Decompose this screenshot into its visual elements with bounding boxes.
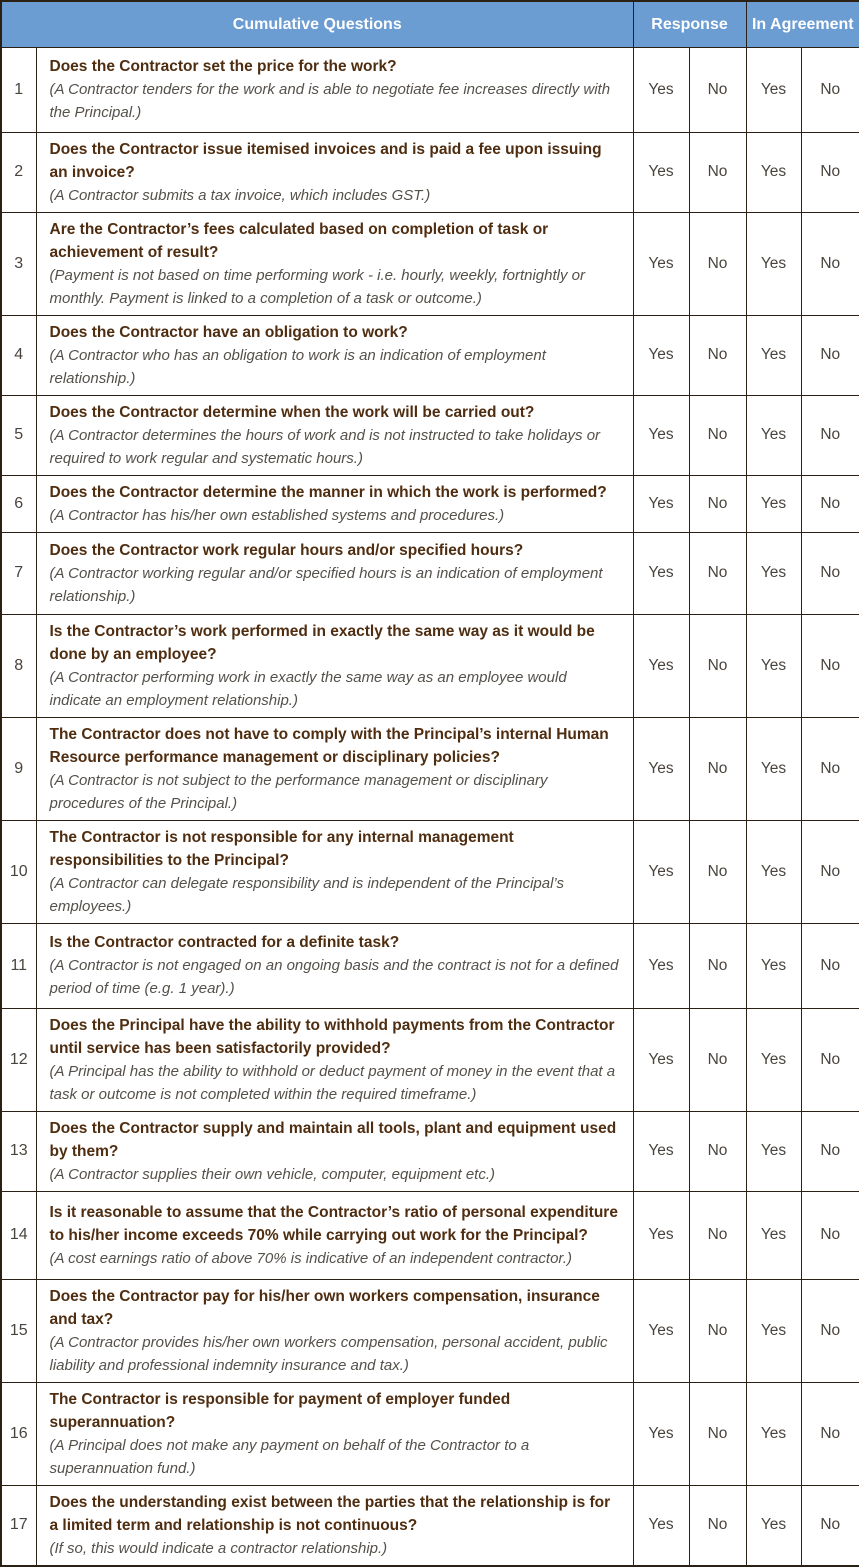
table-row — [1, 212, 859, 315]
agreement-no-option[interactable]: No — [801, 1008, 859, 1111]
question-note: (A Principal does not make any payment on behalf of the Contractor to a superannuation fund.) — [49, 1436, 530, 1477]
agreement-yes-option[interactable]: Yes — [746, 315, 801, 395]
question-text: Does the Contractor issue itemised invoices and is paid a fee upon issuing an invoice? — [49, 140, 602, 181]
table-row — [1, 47, 859, 132]
table-row — [1, 395, 859, 475]
question-note: (A Contractor provides his/her own workers compensation, personal accident, public liability and professional indemnity insurance and tax.) — [49, 1333, 608, 1374]
table-row — [1, 1382, 859, 1485]
question-text: The Contractor does not have to comply with the Principal’s internal Human Resource performance management or disciplinary policies? — [49, 725, 609, 766]
row-number: 13 — [1, 1111, 36, 1191]
header-row — [1, 1, 859, 47]
response-no-option[interactable]: No — [689, 1382, 746, 1485]
question-note: (A Contractor who has an obligation to work is an indication of employment relationship.) — [49, 346, 546, 387]
table-row — [1, 315, 859, 395]
question-note: (A Contractor is not engaged on an ongoing basis and the contract is not for a defined period of time (e.g. 1 year).) — [49, 957, 619, 997]
agreement-yes-option[interactable]: Yes — [746, 47, 801, 132]
question-text: The Contractor is not responsible for any internal management responsibilities to the Principal? — [49, 828, 514, 869]
question-cell — [36, 1008, 633, 1111]
question-note: (A Contractor determines the hours of work and is not instructed to take holidays or required to work regular and systematic hours.) — [49, 426, 601, 467]
agreement-no-option[interactable]: No — [801, 132, 859, 212]
response-yes-option[interactable]: Yes — [633, 532, 689, 614]
row-number: 5 — [1, 395, 36, 475]
table-header — [1, 1, 859, 47]
row-number: 10 — [1, 820, 36, 923]
row-number: 12 — [1, 1008, 36, 1111]
table-row — [1, 532, 859, 614]
question-cell — [36, 1191, 633, 1279]
response-yes-option[interactable]: Yes — [633, 315, 689, 395]
question-text: The Contractor is responsible for payment of employer funded superannuation? — [49, 1390, 511, 1431]
question-text: Does the Contractor pay for his/her own workers compensation, insurance and tax? — [49, 1287, 600, 1328]
response-no-option[interactable]: No — [689, 532, 746, 614]
agreement-yes-option[interactable]: Yes — [746, 1279, 801, 1382]
response-no-option[interactable]: No — [689, 475, 746, 532]
question-note: (A Principal has the ability to withhold or deduct payment of money in the event that a task or outcome is not completed within the required timeframe.) — [49, 1062, 616, 1103]
question-cell — [36, 132, 633, 212]
response-yes-option[interactable]: Yes — [633, 212, 689, 315]
table-row — [1, 717, 859, 820]
row-number: 3 — [1, 212, 36, 315]
header-cumulative-questions: Cumulative Questions — [1, 1, 633, 47]
row-number: 9 — [1, 717, 36, 820]
row-number: 1 — [1, 47, 36, 132]
agreement-yes-option[interactable]: Yes — [746, 717, 801, 820]
question-note: (A Contractor performing work in exactly the same way as an employee would indicate an employment relationship.) — [49, 668, 567, 709]
response-yes-option[interactable]: Yes — [633, 923, 689, 1008]
table-row — [1, 820, 859, 923]
row-number: 17 — [1, 1485, 36, 1566]
agreement-no-option[interactable]: No — [801, 1111, 859, 1191]
question-cell — [36, 923, 633, 1008]
agreement-yes-option[interactable]: Yes — [746, 614, 801, 717]
question-cell — [36, 614, 633, 717]
question-note: (If so, this would indicate a contractor relationship.) — [49, 1539, 388, 1557]
header-in-agreement: In Agreement — [746, 1, 859, 47]
question-cell — [36, 475, 633, 532]
agreement-yes-option[interactable]: Yes — [746, 923, 801, 1008]
response-no-option[interactable]: No — [689, 1191, 746, 1279]
agreement-no-option[interactable]: No — [801, 475, 859, 532]
response-yes-option[interactable]: Yes — [633, 614, 689, 717]
agreement-no-option[interactable]: No — [801, 923, 859, 1008]
table-row — [1, 475, 859, 532]
question-cell — [36, 1111, 633, 1191]
agreement-no-option[interactable]: No — [801, 1382, 859, 1485]
question-note: (A Contractor is not subject to the performance management or disciplinary procedures of the Principal.) — [49, 771, 548, 812]
table-row — [1, 923, 859, 1008]
agreement-yes-option[interactable]: Yes — [746, 820, 801, 923]
question-note: (A Contractor working regular and/or specified hours is an indication of employment relationship.) — [49, 564, 603, 605]
agreement-yes-option[interactable]: Yes — [746, 132, 801, 212]
agreement-yes-option[interactable]: Yes — [746, 1008, 801, 1111]
agreement-yes-option[interactable]: Yes — [746, 1111, 801, 1191]
question-note: (A Contractor supplies their own vehicle, computer, equipment etc.) — [49, 1165, 495, 1183]
row-number: 7 — [1, 532, 36, 614]
agreement-no-option[interactable]: No — [801, 717, 859, 820]
agreement-yes-option[interactable]: Yes — [746, 1485, 801, 1566]
question-cell — [36, 1382, 633, 1485]
agreement-no-option[interactable]: No — [801, 532, 859, 614]
question-note: (A cost earnings ratio of above 70% is indicative of an independent contractor.) — [49, 1249, 573, 1267]
table-row — [1, 1008, 859, 1111]
response-yes-option[interactable]: Yes — [633, 475, 689, 532]
response-yes-option[interactable]: Yes — [633, 1382, 689, 1485]
response-yes-option[interactable]: Yes — [633, 1485, 689, 1566]
question-cell — [36, 1279, 633, 1382]
agreement-yes-option[interactable]: Yes — [746, 532, 801, 614]
question-cell — [36, 395, 633, 475]
agreement-yes-option[interactable]: Yes — [746, 395, 801, 475]
question-text: Does the understanding exist between the parties that the relationship is for a limited term and relationship is not continuous? — [49, 1493, 611, 1534]
response-no-option[interactable]: No — [689, 614, 746, 717]
question-cell — [36, 532, 633, 614]
response-no-option[interactable]: No — [689, 1008, 746, 1111]
question-note: (A Contractor tenders for the work and is able to negotiate fee increases directly with the Principal.) — [49, 81, 611, 121]
response-yes-option[interactable]: Yes — [633, 717, 689, 820]
response-yes-option[interactable]: Yes — [633, 47, 689, 132]
agreement-no-option[interactable]: No — [801, 47, 859, 132]
question-cell — [36, 47, 633, 132]
agreement-no-option[interactable]: No — [801, 1279, 859, 1382]
response-no-option[interactable]: No — [689, 132, 746, 212]
question-cell — [36, 820, 633, 923]
row-number: 8 — [1, 614, 36, 717]
table-row — [1, 132, 859, 212]
question-text: Does the Contractor determine when the work will be carried out? — [49, 403, 535, 421]
response-no-option[interactable]: No — [689, 820, 746, 923]
response-no-option[interactable]: No — [689, 212, 746, 315]
agreement-yes-option[interactable]: Yes — [746, 475, 801, 532]
question-text: Does the Contractor supply and maintain all tools, plant and equipment used by them? — [49, 1119, 617, 1160]
response-no-option[interactable]: No — [689, 1279, 746, 1382]
response-yes-option[interactable]: Yes — [633, 1279, 689, 1382]
agreement-no-option[interactable]: No — [801, 820, 859, 923]
question-text: Does the Contractor have an obligation to work? — [49, 323, 408, 341]
table-row — [1, 1111, 859, 1191]
question-text: Does the Contractor set the price for the work? — [49, 58, 397, 75]
response-yes-option[interactable]: Yes — [633, 1191, 689, 1279]
response-no-option[interactable]: No — [689, 395, 746, 475]
agreement-no-option[interactable]: No — [801, 212, 859, 315]
agreement-yes-option[interactable]: Yes — [746, 212, 801, 315]
question-note: (A Contractor submits a tax invoice, which includes GST.) — [49, 186, 431, 204]
question-text: Does the Principal have the ability to withhold payments from the Contractor until service has been satisfactorily provided? — [49, 1016, 615, 1057]
response-no-option[interactable]: No — [689, 47, 746, 132]
question-text: Does the Contractor work regular hours and/or specified hours? — [49, 541, 524, 559]
response-no-option[interactable]: No — [689, 1111, 746, 1191]
response-no-option[interactable]: No — [689, 315, 746, 395]
question-cell — [36, 717, 633, 820]
question-text: Is the Contractor contracted for a definite task? — [49, 934, 400, 951]
agreement-yes-option[interactable]: Yes — [746, 1382, 801, 1485]
question-note: (Payment is not based on time performing work - i.e. hourly, weekly, fortnightly or monthly. Payment is linked to a completion of a task or outcome.) — [49, 266, 585, 307]
row-number: 6 — [1, 475, 36, 532]
row-number: 14 — [1, 1191, 36, 1279]
agreement-no-option[interactable]: No — [801, 614, 859, 717]
response-yes-option[interactable]: Yes — [633, 820, 689, 923]
row-number: 16 — [1, 1382, 36, 1485]
table-row — [1, 1279, 859, 1382]
question-cell — [36, 1485, 633, 1566]
agreement-no-option[interactable]: No — [801, 1191, 859, 1279]
row-number: 4 — [1, 315, 36, 395]
row-number: 2 — [1, 132, 36, 212]
response-yes-option[interactable]: Yes — [633, 395, 689, 475]
response-yes-option[interactable]: Yes — [633, 132, 689, 212]
agreement-no-option[interactable]: No — [801, 395, 859, 475]
question-text: Does the Contractor determine the manner in which the work is performed? — [49, 483, 607, 501]
response-no-option[interactable]: No — [689, 923, 746, 1008]
question-text: Is the Contractor’s work performed in exactly the same way as it would be done by an employee? — [49, 622, 595, 663]
question-cell — [36, 212, 633, 315]
table-row — [1, 1191, 859, 1279]
row-number: 15 — [1, 1279, 36, 1382]
question-text: Is it reasonable to assume that the Contractor’s ratio of personal expenditure to his/her income exceeds 70% while carrying out work for the Principal? — [49, 1203, 618, 1244]
row-number: 11 — [1, 923, 36, 1008]
response-no-option[interactable]: No — [689, 1485, 746, 1566]
question-note: (A Contractor has his/her own established systems and procedures.) — [49, 506, 505, 524]
table-body — [1, 47, 859, 1566]
response-yes-option[interactable]: Yes — [633, 1111, 689, 1191]
table-row — [1, 1485, 859, 1566]
response-no-option[interactable]: No — [689, 717, 746, 820]
agreement-yes-option[interactable]: Yes — [746, 1191, 801, 1279]
question-note: (A Contractor can delegate responsibility and is independent of the Principal’s employees.) — [49, 874, 564, 915]
question-cell — [36, 315, 633, 395]
agreement-no-option[interactable]: No — [801, 1485, 859, 1566]
question-text: Are the Contractor’s fees calculated based on completion of task or achievement of result? — [49, 220, 549, 261]
table-row — [1, 614, 859, 717]
response-yes-option[interactable]: Yes — [633, 1008, 689, 1111]
header-response: Response — [633, 1, 746, 47]
agreement-no-option[interactable]: No — [801, 315, 859, 395]
